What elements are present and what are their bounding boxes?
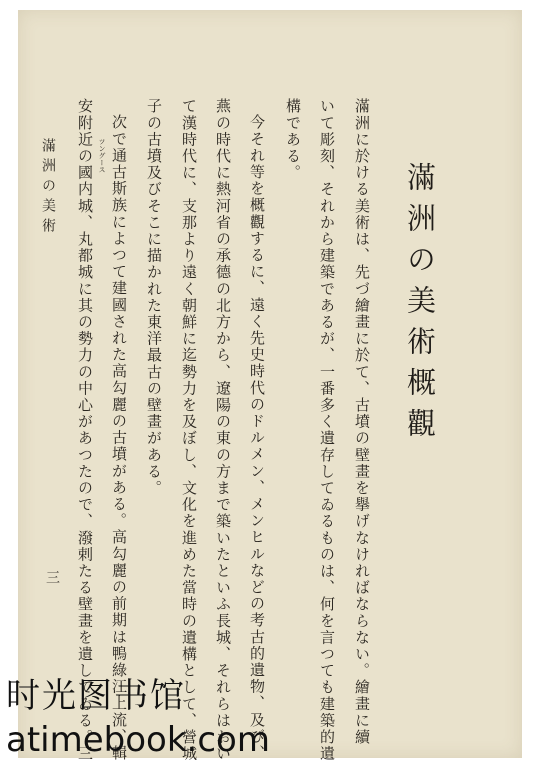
- text-column-7: 子の古墳及びそこに描かれた東洋最古の壁畫がある。: [145, 98, 163, 497]
- text-column-4: 今それ等を概觀するに、遠く先史時代のドルメン、メンヒルなどの考古的遺物、及び、: [248, 114, 266, 762]
- text-column-1: 滿洲に於ける美術は、先づ繪畫に於て、古墳の壁畫を擧げなければならない。繪畫に續: [353, 98, 371, 746]
- text-column-9: 安附近の國内城、丸都城に其の勢力の中心があつたので、潑剌たる壁畫を遺してゐる。三: [76, 98, 94, 762]
- book-page: [18, 10, 522, 762]
- text-column-8: 次で通古斯族によつて建國された高勾麗の古墳がある。高勾麗の前期は鴨綠江上流、輯: [110, 114, 128, 762]
- text-column-3: 構である。: [284, 98, 302, 181]
- running-head: 滿洲の美術: [40, 138, 56, 238]
- watermark-chinese: 时光图书馆: [6, 676, 186, 716]
- text-column-2: いて彫刻、それから建築であるが、一番多く遺存してゐるものは、何を言つても建築的遺: [318, 98, 336, 762]
- text-column-6: て漢時代に、支那より遠く朝鮮に迄勢力を及ぼし、文化を進めた當時の遺構として、營城: [180, 98, 198, 762]
- ruby-annotation: ツングース: [98, 138, 106, 173]
- text-column-5: 燕の時代に熱河省の承德の北方から、遼陽の東の方まで築いたといふ長城、それらはおい: [214, 98, 232, 762]
- page-title: 滿洲の美術概觀: [403, 162, 437, 449]
- watermark-url: atimebook.com: [6, 720, 270, 760]
- page-number: 三: [44, 570, 60, 584]
